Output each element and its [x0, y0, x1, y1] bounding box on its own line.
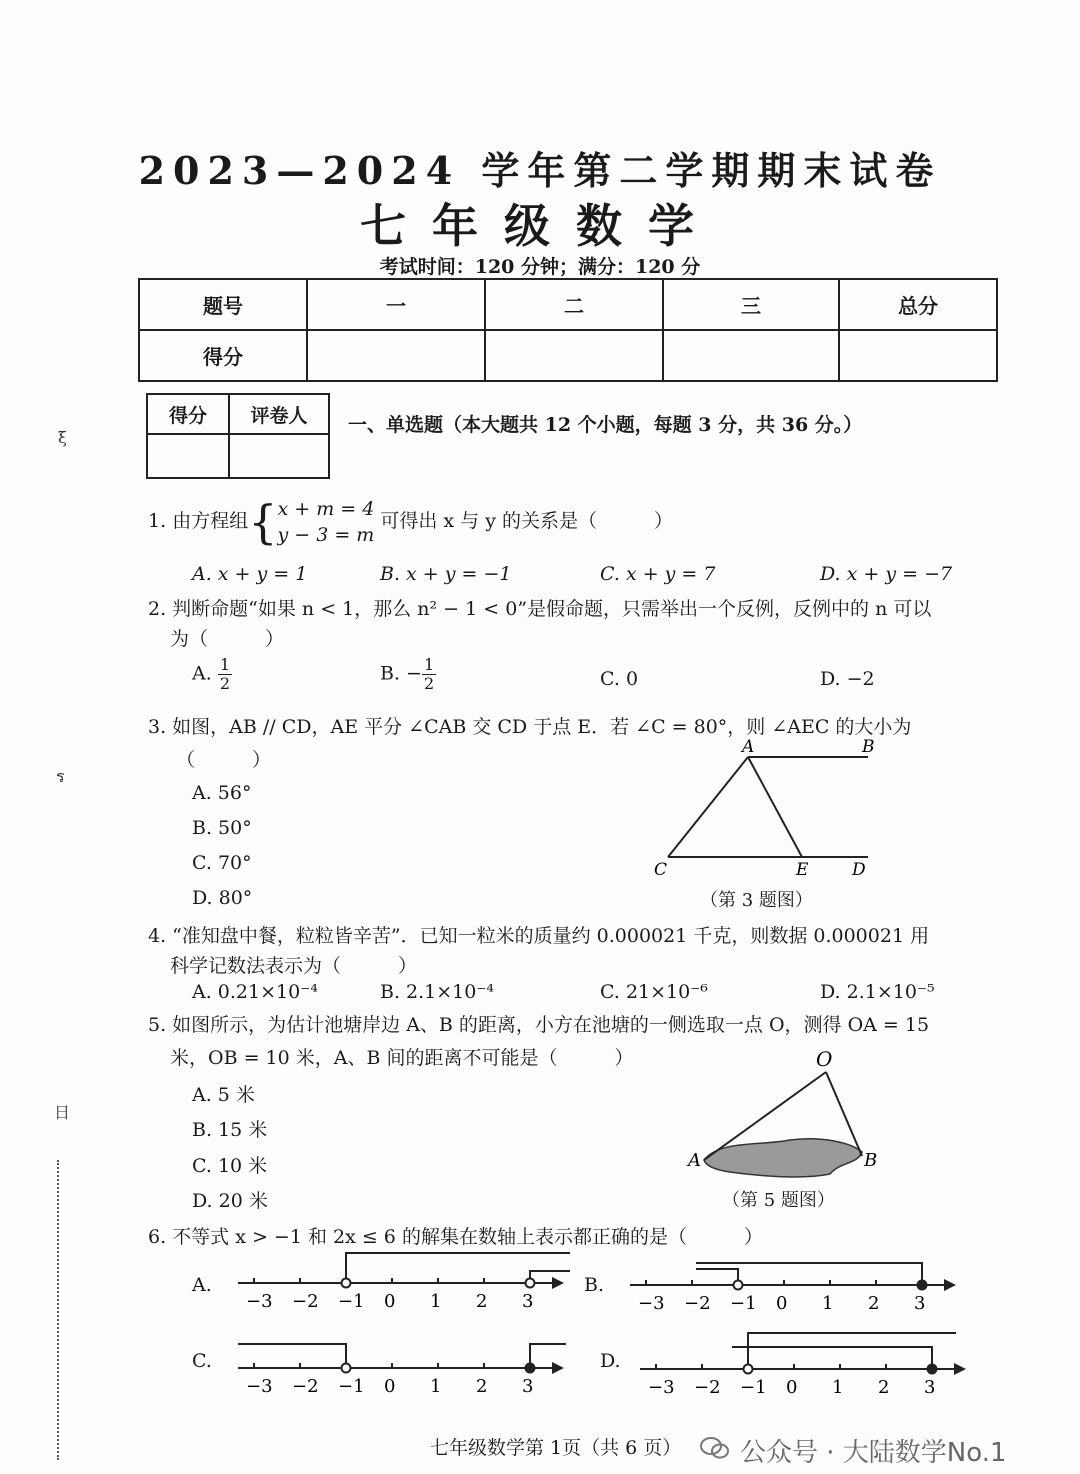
denominator: 2	[423, 674, 435, 693]
q3-option-a[interactable]: A. 56°	[192, 782, 252, 804]
tick-label: −1	[730, 1293, 757, 1314]
tick-label: −3	[638, 1293, 665, 1314]
fraction	[218, 656, 232, 693]
watermark: 公众号 · 大陆数学No.1	[740, 1438, 1007, 1468]
equation-system	[277, 496, 374, 548]
score-table	[138, 278, 998, 382]
closed-point	[918, 1281, 927, 1290]
q2-option-a[interactable]	[192, 656, 232, 693]
exam-title: 2023—2024 学年第二学期期末试卷	[138, 148, 942, 193]
tick-label: −3	[648, 1377, 675, 1398]
arrow-icon	[944, 1279, 956, 1291]
question-1	[148, 496, 673, 548]
q2-line2: 为（ ）	[170, 628, 285, 650]
tick-label: 3	[924, 1377, 936, 1398]
tick-label: 1	[822, 1293, 834, 1314]
point-label: O	[816, 1047, 833, 1071]
tick-label: 2	[476, 1291, 488, 1312]
point-label: A	[688, 1150, 701, 1171]
numerator: 1	[219, 655, 230, 674]
numerator: 1	[423, 655, 435, 674]
q2-option-c[interactable]: C. 0	[600, 668, 639, 690]
solution-ray	[530, 1271, 570, 1283]
q1-number: 1.	[148, 510, 167, 532]
point-label: E	[796, 860, 809, 880]
q1-option-b[interactable]: B. x + y = −1	[380, 563, 512, 585]
q4-line1: 4. “准知盘中餐，粒粒皆辛苦”．已知一粒米的质量约 0.000021 千克，则数据 0.000021 用	[148, 925, 930, 947]
q2-line1: 2. 判断命题“如果 n < 1，那么 n² − 1 < 0”是假命题，只需举出一个反例，反例中的 n 可以	[148, 598, 932, 620]
line-ac	[668, 757, 748, 857]
equation-1: x + m = 4	[277, 498, 375, 520]
figure-caption: （第 3 题图）	[700, 890, 813, 911]
exam-info: 考试时间：120 分钟；满分：120 分	[379, 256, 701, 278]
tick-label: −3	[246, 1376, 273, 1397]
tick-label: 0	[384, 1376, 396, 1397]
solution-ray	[732, 1347, 932, 1369]
tick-label: −2	[694, 1377, 721, 1398]
q6-label-c: C.	[192, 1350, 212, 1372]
point-label: B	[864, 1150, 878, 1171]
open-point	[342, 1279, 351, 1288]
score-cell[interactable]	[839, 330, 997, 381]
q2-option-b[interactable]	[380, 656, 436, 693]
tick-label: −1	[338, 1376, 365, 1397]
edge-mark: 日	[54, 1103, 71, 1122]
score-cell[interactable]	[663, 330, 839, 381]
solution-ray	[530, 1344, 566, 1368]
solution-ray	[748, 1333, 956, 1369]
q3-line1: 3. 如图，AB // CD，AE 平分 ∠CAB 交 CD 于点 E．若 ∠C = 80°，则 ∠AEC 的大小为	[148, 716, 912, 738]
q2-option-d[interactable]: D. −2	[820, 668, 875, 690]
open-point	[734, 1281, 743, 1290]
tick-label: 2	[868, 1293, 880, 1314]
score-table-header: 二	[485, 279, 663, 330]
point-label: C	[654, 860, 668, 880]
closed-point	[526, 1364, 535, 1373]
tick-label: 0	[786, 1377, 798, 1398]
edge-mark: ξ	[58, 428, 67, 447]
q1-pre: 由方程组	[172, 510, 249, 532]
q5-option-c[interactable]: C. 10 米	[192, 1155, 268, 1177]
tick-label: 0	[776, 1293, 788, 1314]
arrow-icon	[954, 1363, 966, 1375]
arrow-icon	[552, 1362, 564, 1374]
q6-label-d: D.	[600, 1350, 621, 1372]
q4-option-d[interactable]: D. 2.1×10⁻⁵	[820, 981, 935, 1003]
score-row-label: 得分	[139, 330, 307, 381]
tick-label: 1	[832, 1377, 844, 1398]
tick-label: 1	[430, 1291, 442, 1312]
tick-label: 1	[430, 1376, 442, 1397]
tick-label: −1	[338, 1291, 365, 1312]
grader-name-cell[interactable]	[229, 434, 329, 478]
grader-name-label: 评卷人	[229, 394, 329, 434]
arrow-icon	[552, 1277, 564, 1289]
point-label: A	[742, 737, 755, 757]
fraction	[422, 656, 436, 693]
closed-point	[928, 1365, 937, 1374]
tick-label: 2	[878, 1377, 890, 1398]
number-line-b[interactable]	[622, 1245, 962, 1315]
q3-figure	[640, 735, 890, 885]
open-point	[744, 1365, 753, 1374]
q1-option-d[interactable]: D. x + y = −7	[820, 563, 953, 585]
page-footer: 七年级数学第 1页（共 6 页）	[430, 1437, 682, 1459]
equation-2: y − 3 = m	[277, 524, 375, 546]
q6-line1: 6. 不等式 x > −1 和 2x ≤ 6 的解集在数轴上表示都正确的是（ ）	[148, 1226, 763, 1248]
tick-label: 3	[522, 1376, 534, 1397]
tick-label: 3	[522, 1291, 534, 1312]
q4-line2: 科学记数法表示为（ ）	[170, 955, 418, 977]
score-cell[interactable]	[485, 330, 663, 381]
figure-caption: （第 5 题图）	[722, 1190, 835, 1211]
q3-option-c[interactable]: C. 70°	[192, 852, 252, 874]
tick-label: −1	[740, 1377, 767, 1398]
solution-ray	[696, 1263, 922, 1285]
q1-option-c[interactable]: C. x + y = 7	[600, 563, 716, 585]
q4-option-b[interactable]: B. 2.1×10⁻⁴	[380, 981, 494, 1003]
brace-icon: {	[248, 495, 278, 549]
denominator: 2	[219, 674, 230, 693]
q5-option-b[interactable]: B. 15 米	[192, 1119, 268, 1141]
option-label: B. −	[380, 662, 422, 685]
tick-label: 3	[914, 1293, 926, 1314]
score-cell[interactable]	[307, 330, 485, 381]
tick-label: 0	[384, 1291, 396, 1312]
score-table-header: 总分	[839, 279, 997, 330]
q3-line2: （ ）	[176, 749, 272, 771]
subject-title: 七年级数学	[360, 199, 720, 253]
tick-label: −3	[246, 1291, 273, 1312]
option-label: A.	[192, 662, 212, 685]
score-table-header: 题号	[139, 279, 307, 330]
q5-line1: 5. 如图所示，为估计池塘岸边 A、B 的距离，小方在池塘的一侧选取一点 O，测得 OA = 15	[148, 1014, 930, 1036]
q1-post: 可得出 x 与 y 的关系是（ ）	[380, 510, 673, 532]
binding-line	[57, 1160, 59, 1460]
tick-label: −2	[684, 1293, 711, 1314]
q3-option-b[interactable]: B. 50°	[192, 817, 252, 839]
solution-ray	[346, 1253, 570, 1283]
grader-table	[146, 393, 330, 479]
wechat-icon	[700, 1436, 730, 1460]
number-line-a[interactable]	[230, 1245, 570, 1315]
tick-label: −2	[292, 1291, 319, 1312]
open-point	[526, 1279, 535, 1288]
q3-option-d[interactable]: D. 80°	[192, 887, 253, 909]
tick-label: 2	[476, 1376, 488, 1397]
solution-ray	[696, 1269, 738, 1285]
q5-figure	[680, 1042, 900, 1182]
q4-option-c[interactable]: C. 21×10⁻⁶	[600, 981, 708, 1003]
score-table-header: 三	[663, 279, 839, 330]
q5-option-a[interactable]: A. 5 米	[192, 1084, 255, 1106]
edge-mark: ร	[56, 767, 65, 786]
point-label: B	[862, 737, 875, 757]
number-line-d[interactable]	[632, 1325, 977, 1400]
q6-label-b: B.	[584, 1274, 605, 1296]
q5-line2: 米，OB = 10 米，A、B 间的距离不可能是（ ）	[170, 1047, 634, 1069]
pond-shape	[704, 1139, 862, 1177]
point-label: D	[852, 860, 866, 880]
grader-score-label: 得分	[147, 394, 229, 434]
q4-option-a[interactable]: A. 0.21×10⁻⁴	[192, 981, 318, 1003]
grader-score-cell[interactable]	[147, 434, 229, 478]
section-heading: 一、单选题（本大题共 12 个小题，每题 3 分，共 36 分。）	[348, 414, 863, 436]
tick-label: −2	[292, 1376, 319, 1397]
q5-option-d[interactable]: D. 20 米	[192, 1190, 268, 1212]
score-table-header: 一	[307, 279, 485, 330]
number-line-c[interactable]	[230, 1330, 570, 1400]
line-ae	[748, 757, 802, 857]
q6-label-a: A.	[192, 1274, 212, 1296]
open-point	[342, 1364, 351, 1373]
q1-option-a[interactable]: A. x + y = 1	[192, 563, 308, 585]
